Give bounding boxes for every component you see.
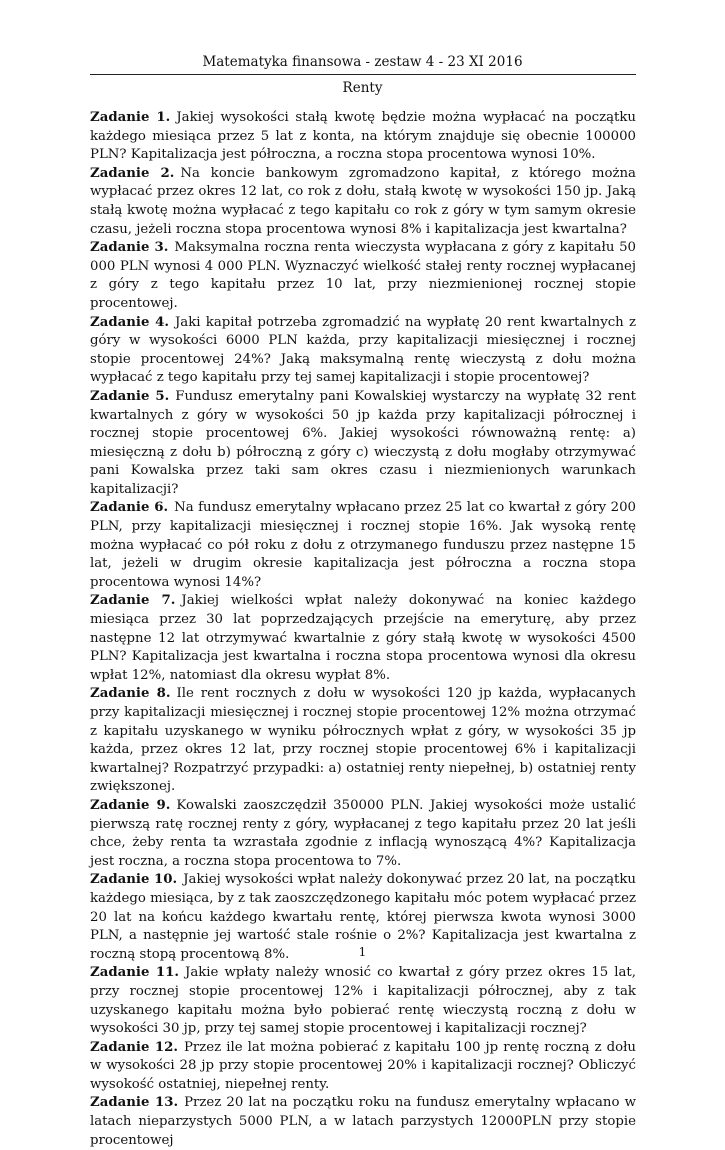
task-item: [90, 1039, 636, 1095]
document-title: Matematyka finansowa - zestaw 4 - 23 XI 2016: [202, 54, 523, 70]
task-label: Zadanie 6.: [90, 500, 169, 516]
task-item: [90, 592, 636, 685]
task-label: Zadanie 9.: [90, 797, 171, 813]
task-text: Na fundusz emerytalny wpłacano przez 25 lat co kwartał z góry 200 PLN, przy kapitalizacji miesięcznej i rocznej stopie 16%. Jak wysoką rentę można wypłacać co pół roku z dołu z otrzymanego funduszu przez następne 15 lat, jeżeli w drugim okresie kapitalizacja jest półroczna a roczna stopa procentowa wynosi 14%?: [90, 500, 636, 590]
task-item: [90, 109, 636, 165]
task-list: [90, 109, 636, 1150]
task-item: [90, 239, 636, 313]
task-label: Zadanie 4.: [90, 314, 169, 330]
task-text: Ile rent rocznych z dołu w wysokości 120 jp każda, wypłacanych przy kapitalizacji miesięcznej i rocznej stopie procentowej 12% można otrzymać z kapitału uzyskanego w wyniku półrocznych wpłat z góry, w wysokości 35 jp każda, przez okres 12 lat, przy rocznej stopie procentowej 6% i kapitalizacji kwartalnej? Rozpatrzyć przypadki: a) ostatniej renty niepełnej, b) ostatniej renty zwiększonej.: [90, 686, 636, 795]
task-label: Zadanie 7.: [90, 593, 176, 609]
task-item: [90, 314, 636, 388]
task-item: [90, 964, 636, 1038]
task-label: Zadanie 2.: [90, 165, 175, 181]
task-item: [90, 797, 636, 871]
task-text: Maksymalna roczna renta wieczysta wypłacana z góry z kapitału 50 000 PLN wynosi 4 000 PLN. Wyznaczyć wielkość stałej renty rocznej wypłacanej z góry z tego kapitału przez 10 lat, przy niezmienionej rocznej stopie procentowej.: [90, 240, 636, 311]
task-label: Zadanie 10.: [90, 872, 178, 888]
task-text: Kowalski zaoszczędził 350000 PLN. Jakiej wysokości może ustalić pierwszą ratę rocznej renty z góry, wypłacanej z tego kapitału przez 20 lat jeśli chce, żeby renta ta wzrastała zgodnie z inflacją wynoszącą 4%? Kapitalizacja jest roczna, a roczna stopa procentowa to 7%.: [90, 797, 636, 869]
task-text: Przez ile lat można pobierać z kapitału 100 jp rentę roczną z dołu w wysokości 28 jp przy stopie procentowej 20% i kapitalizacji rocznej? Obliczyć wysokość ostatniej, niepełnej renty.: [90, 1039, 636, 1092]
task-text: Jaki kapitał potrzeba zgromadzić na wypłatę 20 rent kwartalnych z góry w wysokości 6000 PLN każda, przy kapitalizacji miesięcznej i rocznej stopie procentowej 24%? Jaką maksymalną rentę wieczystą z dołu można wypłacać z tego kapitału przy tej samej kapitalizacji i stopie procentowej?: [90, 314, 636, 386]
task-label: Zadanie 5.: [90, 388, 170, 404]
header-rule: [90, 74, 636, 75]
task-label: Zadanie 13.: [90, 1095, 179, 1111]
task-item: [90, 499, 636, 592]
task-label: Zadanie 11.: [90, 965, 179, 981]
task-text: Jakiej wysokości wpłat należy dokonywać przez 20 lat, na początku każdego miesiąca, by z tak zaoszczędzonego kapitału móc potem wypłacać przez 20 lat na końcu każdego kwartału rentę, której pierwsza kwota wynosi 3000 PLN, a następnie jej wartość stale rośnie o 2%? Kapitalizacja jest kwartalna z roczną stopą procentową 8%.: [90, 872, 636, 962]
task-text: Jakiej wysokości stałą kwotę będzie można wypłacać na początku każdego miesiąca przez 5 lat z konta, na którym znajduje się obecnie 100000 PLN? Kapitalizacja jest półroczna, a roczna stopa procentowa wynosi 10%.: [90, 110, 636, 163]
task-text: Na koncie bankowym zgromadzono kapitał, z którego można wypłacać przez okres 12 lat, co rok z dołu, stałą kwotę w wysokości 150 jp. Jaką stałą kwotę można wypłacać z tego kapitału co rok z góry w tym samym okresie czasu, jeżeli roczna stopa procentowa wynosi 8% i kapitalizacja jest kwartalna?: [90, 165, 636, 237]
page-number: 1: [358, 945, 367, 959]
task-label: Zadanie 1.: [90, 110, 171, 125]
task-text: Przez 20 lat na początku roku na fundusz emerytalny wpłacano w latach nieparzystych 5000 PLN, a w latach parzystych 12000PLN przy stopie procentowej: [90, 1095, 636, 1148]
task-item: [90, 1094, 636, 1150]
task-label: Zadanie 12.: [90, 1039, 178, 1055]
task-item: [90, 165, 636, 239]
task-item: [90, 685, 636, 797]
section-title: Renty: [342, 80, 383, 96]
task-item: [90, 388, 636, 500]
task-text: Jakiej wielkości wpłat należy dokonywać na koniec każdego miesiąca przez 30 lat poprzedzających przejście na emeryturę, aby przez następne 12 lat otrzymywać kwartalnie z góry stałą kwotę w wysokości 4500 PLN? Kapitalizacja jest kwartalna i roczna stopa procentowa wynosi dla okresu wpłat 12%, natomiast dla okresu wypłat 8%.: [90, 593, 636, 683]
task-label: Zadanie 8.: [90, 686, 171, 702]
task-label: Zadanie 3.: [90, 240, 169, 256]
task-text: Fundusz emerytalny pani Kowalskiej wystarczy na wypłatę 32 rent kwartalnych z góry w wysokości 50 jp każda przy kapitalizacji półrocznej i rocznej stopie procentowej 6%. Jakiej wysokości równoważną rentę: a) miesięczną z dołu b) półroczną z góry c) wieczystą z dołu mogłaby otrzymywać pani Kowalska przez taki sam okres czasu i niezmienionych warunkach kapitalizacji?: [90, 388, 636, 497]
task-text: Jakie wpłaty należy wnosić co kwartał z góry przez okres 15 lat, przy rocznej stopie procentowej 12% i kapitalizacji półrocznej, aby z tak uzyskanego kapitału można było pobierać rentę wieczystą roczną z dołu w wysokości 30 jp, przy tej samej stopie procentowej i kapitalizacji rocznej?: [90, 965, 636, 1037]
